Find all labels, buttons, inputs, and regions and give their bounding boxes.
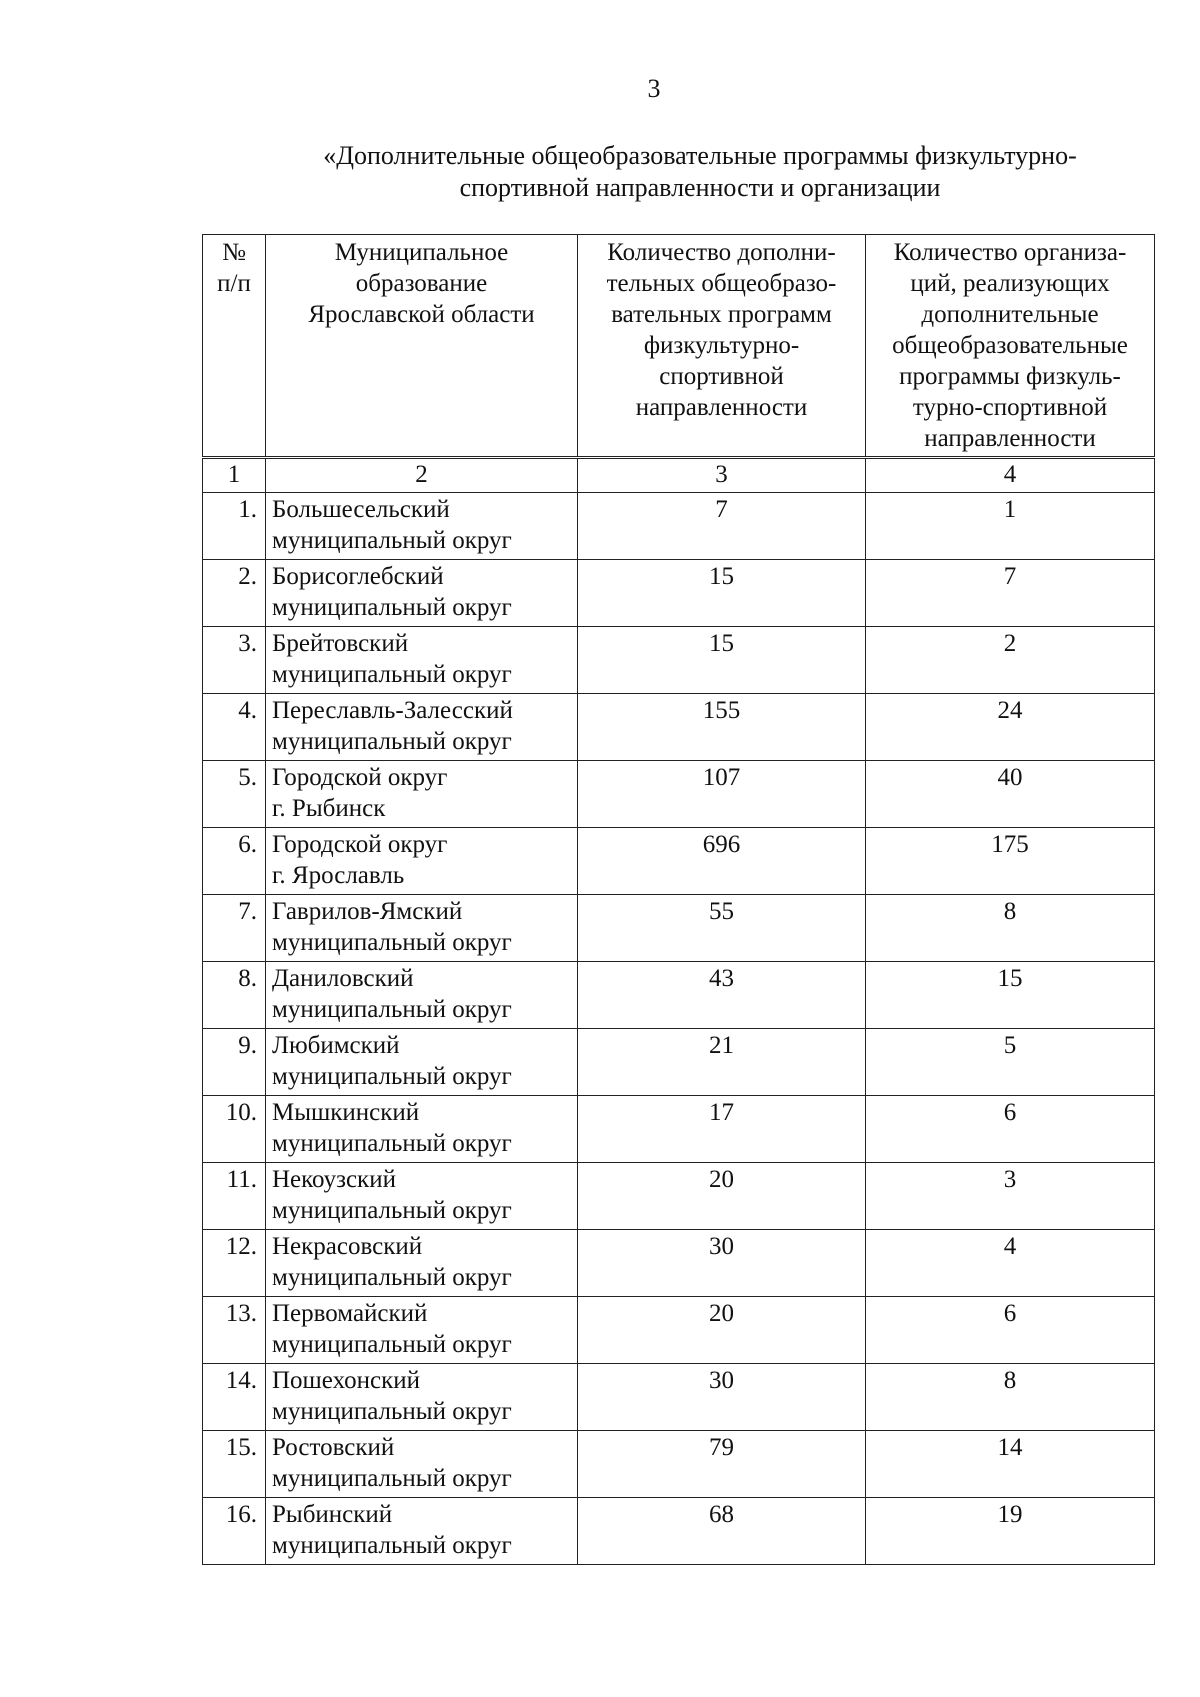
municipality-name-line-2: муниципальный округ xyxy=(272,929,512,956)
table-row xyxy=(203,895,1155,962)
table-row xyxy=(203,962,1155,1029)
programs-count: 15 xyxy=(578,627,866,694)
municipality-name-line-1: Любимский xyxy=(272,1032,400,1059)
municipality-name xyxy=(266,627,578,694)
table-row xyxy=(203,1230,1155,1297)
table-row xyxy=(203,1364,1155,1431)
municipality-name-line-1: Брейтовский xyxy=(272,630,409,657)
header-organizations-count: Количество организа- ций, реализующих дополнительные общеобразовательные программы физкуль- турно-спортивной направленности xyxy=(866,235,1155,458)
municipality-name xyxy=(266,1029,578,1096)
row-number: 9. xyxy=(203,1029,266,1096)
organizations-count: 6 xyxy=(866,1297,1155,1364)
table-row xyxy=(203,1498,1155,1565)
municipality-name xyxy=(266,962,578,1029)
row-number: 16. xyxy=(203,1498,266,1565)
municipality-name-line-1: Мышкинский xyxy=(272,1099,420,1126)
municipality-name-line-1: Некоузский xyxy=(272,1166,396,1193)
page-number: 3 xyxy=(647,74,661,103)
municipality-name-line-1: Большесельский xyxy=(272,496,450,523)
programs-count: 7 xyxy=(578,493,866,560)
table-row xyxy=(203,1096,1155,1163)
programs-count: 20 xyxy=(578,1297,866,1364)
municipality-name-line-2: муниципальный округ xyxy=(272,728,512,755)
municipality-name xyxy=(266,1096,578,1163)
row-number: 3. xyxy=(203,627,266,694)
table-row xyxy=(203,1431,1155,1498)
municipality-name-line-1: Переславль-Залесский xyxy=(272,697,513,724)
table-row xyxy=(203,1029,1155,1096)
document-title xyxy=(200,140,1200,204)
header-municipality: Муниципальное образование Ярославской области xyxy=(266,235,578,458)
organizations-count: 14 xyxy=(866,1431,1155,1498)
municipality-name-line-1: Пошехонский xyxy=(272,1367,420,1394)
organizations-count: 2 xyxy=(866,627,1155,694)
table-row xyxy=(203,627,1155,694)
row-number: 4. xyxy=(203,694,266,761)
organizations-count: 175 xyxy=(866,828,1155,895)
table-row xyxy=(203,1163,1155,1230)
programs-count: 30 xyxy=(578,1230,866,1297)
municipality-name-line-1: Даниловский xyxy=(272,965,414,992)
programs-count: 20 xyxy=(578,1163,866,1230)
row-number: 6. xyxy=(203,828,266,895)
municipality-name-line-2: муниципальный округ xyxy=(272,1197,512,1224)
organizations-count: 4 xyxy=(866,1230,1155,1297)
organizations-count: 7 xyxy=(866,560,1155,627)
row-number: 7. xyxy=(203,895,266,962)
organizations-count: 6 xyxy=(866,1096,1155,1163)
municipality-name xyxy=(266,828,578,895)
municipality-name xyxy=(266,560,578,627)
row-number: 13. xyxy=(203,1297,266,1364)
column-numbers-row xyxy=(203,458,1155,493)
municipality-name-line-1: Некрасовский xyxy=(272,1233,423,1260)
table-row xyxy=(203,828,1155,895)
municipality-name xyxy=(266,1297,578,1364)
municipality-name-line-1: Рыбинский xyxy=(272,1501,393,1528)
municipality-name-line-1: Городской округ xyxy=(272,764,448,791)
row-number: 14. xyxy=(203,1364,266,1431)
title-line-2: спортивной направленности и организации xyxy=(459,173,941,202)
table-row xyxy=(203,493,1155,560)
row-number: 5. xyxy=(203,761,266,828)
municipality-name xyxy=(266,694,578,761)
column-numbers-row-group xyxy=(203,458,1155,493)
municipality-name xyxy=(266,1498,578,1565)
organizations-count: 1 xyxy=(866,493,1155,560)
municipality-name-line-2: муниципальный округ xyxy=(272,1532,512,1559)
municipality-name-line-2: муниципальный округ xyxy=(272,1264,512,1291)
municipality-name-line-2: муниципальный округ xyxy=(272,1398,512,1425)
table-body xyxy=(203,493,1155,1565)
programs-count: 15 xyxy=(578,560,866,627)
municipality-name xyxy=(266,493,578,560)
municipality-name-line-2: муниципальный округ xyxy=(272,1465,512,1492)
row-number: 12. xyxy=(203,1230,266,1297)
organizations-count: 8 xyxy=(866,895,1155,962)
programs-count: 107 xyxy=(578,761,866,828)
programs-count: 68 xyxy=(578,1498,866,1565)
municipality-name-line-2: муниципальный округ xyxy=(272,594,512,621)
table-row xyxy=(203,560,1155,627)
municipality-name-line-1: Городской округ xyxy=(272,831,448,858)
programs-count: 30 xyxy=(578,1364,866,1431)
organizations-count: 19 xyxy=(866,1498,1155,1565)
programs-count: 155 xyxy=(578,694,866,761)
programs-count: 55 xyxy=(578,895,866,962)
row-number: 10. xyxy=(203,1096,266,1163)
column-number: 3 xyxy=(578,458,866,493)
programs-count: 43 xyxy=(578,962,866,1029)
programs-count: 21 xyxy=(578,1029,866,1096)
municipality-name xyxy=(266,1230,578,1297)
municipality-name-line-1: Гаврилов-Ямский xyxy=(272,898,463,925)
organizations-count: 5 xyxy=(866,1029,1155,1096)
municipality-name-line-2: муниципальный округ xyxy=(272,1063,512,1090)
table-header xyxy=(203,235,1155,458)
municipality-name xyxy=(266,761,578,828)
municipality-name xyxy=(266,1364,578,1431)
programs-count: 696 xyxy=(578,828,866,895)
column-number: 2 xyxy=(266,458,578,493)
column-number: 4 xyxy=(866,458,1155,493)
municipality-name-line-2: муниципальный округ xyxy=(272,1331,512,1358)
municipality-name-line-1: Борисоглебский xyxy=(272,563,444,590)
organizations-count: 24 xyxy=(866,694,1155,761)
municipality-name-line-2: муниципальный округ xyxy=(272,661,512,688)
programs-count: 17 xyxy=(578,1096,866,1163)
header-programs-count: Количество дополни- тельных общеобразо- вательных программ физкультурно- спортивной направленности xyxy=(578,235,866,458)
municipality-name xyxy=(266,895,578,962)
programs-count: 79 xyxy=(578,1431,866,1498)
column-number: 1 xyxy=(203,458,266,493)
title-line-1: «Дополнительные общеобразовательные программы физкультурно- xyxy=(323,141,1077,170)
municipality-name-line-2: г. Ярославль xyxy=(272,862,405,889)
municipality-name-line-2: муниципальный округ xyxy=(272,1130,512,1157)
municipality-name-line-2: муниципальный округ xyxy=(272,996,512,1023)
row-number: 1. xyxy=(203,493,266,560)
row-number: 15. xyxy=(203,1431,266,1498)
table-row xyxy=(203,694,1155,761)
row-number: 11. xyxy=(203,1163,266,1230)
municipality-name-line-2: г. Рыбинск xyxy=(272,795,386,822)
organizations-count: 15 xyxy=(866,962,1155,1029)
row-number: 2. xyxy=(203,560,266,627)
organizations-count: 3 xyxy=(866,1163,1155,1230)
municipality-name xyxy=(266,1163,578,1230)
municipality-name-line-1: Ростовский xyxy=(272,1434,395,1461)
organizations-count: 8 xyxy=(866,1364,1155,1431)
municipality-name-line-2: муниципальный округ xyxy=(272,527,512,554)
municipality-name xyxy=(266,1431,578,1498)
programs-table xyxy=(202,234,1155,1565)
municipality-name-line-1: Первомайский xyxy=(272,1300,428,1327)
row-number: 8. xyxy=(203,962,266,1029)
organizations-count: 40 xyxy=(866,761,1155,828)
header-number: № п/п xyxy=(203,235,266,458)
table-row xyxy=(203,761,1155,828)
table-row xyxy=(203,1297,1155,1364)
